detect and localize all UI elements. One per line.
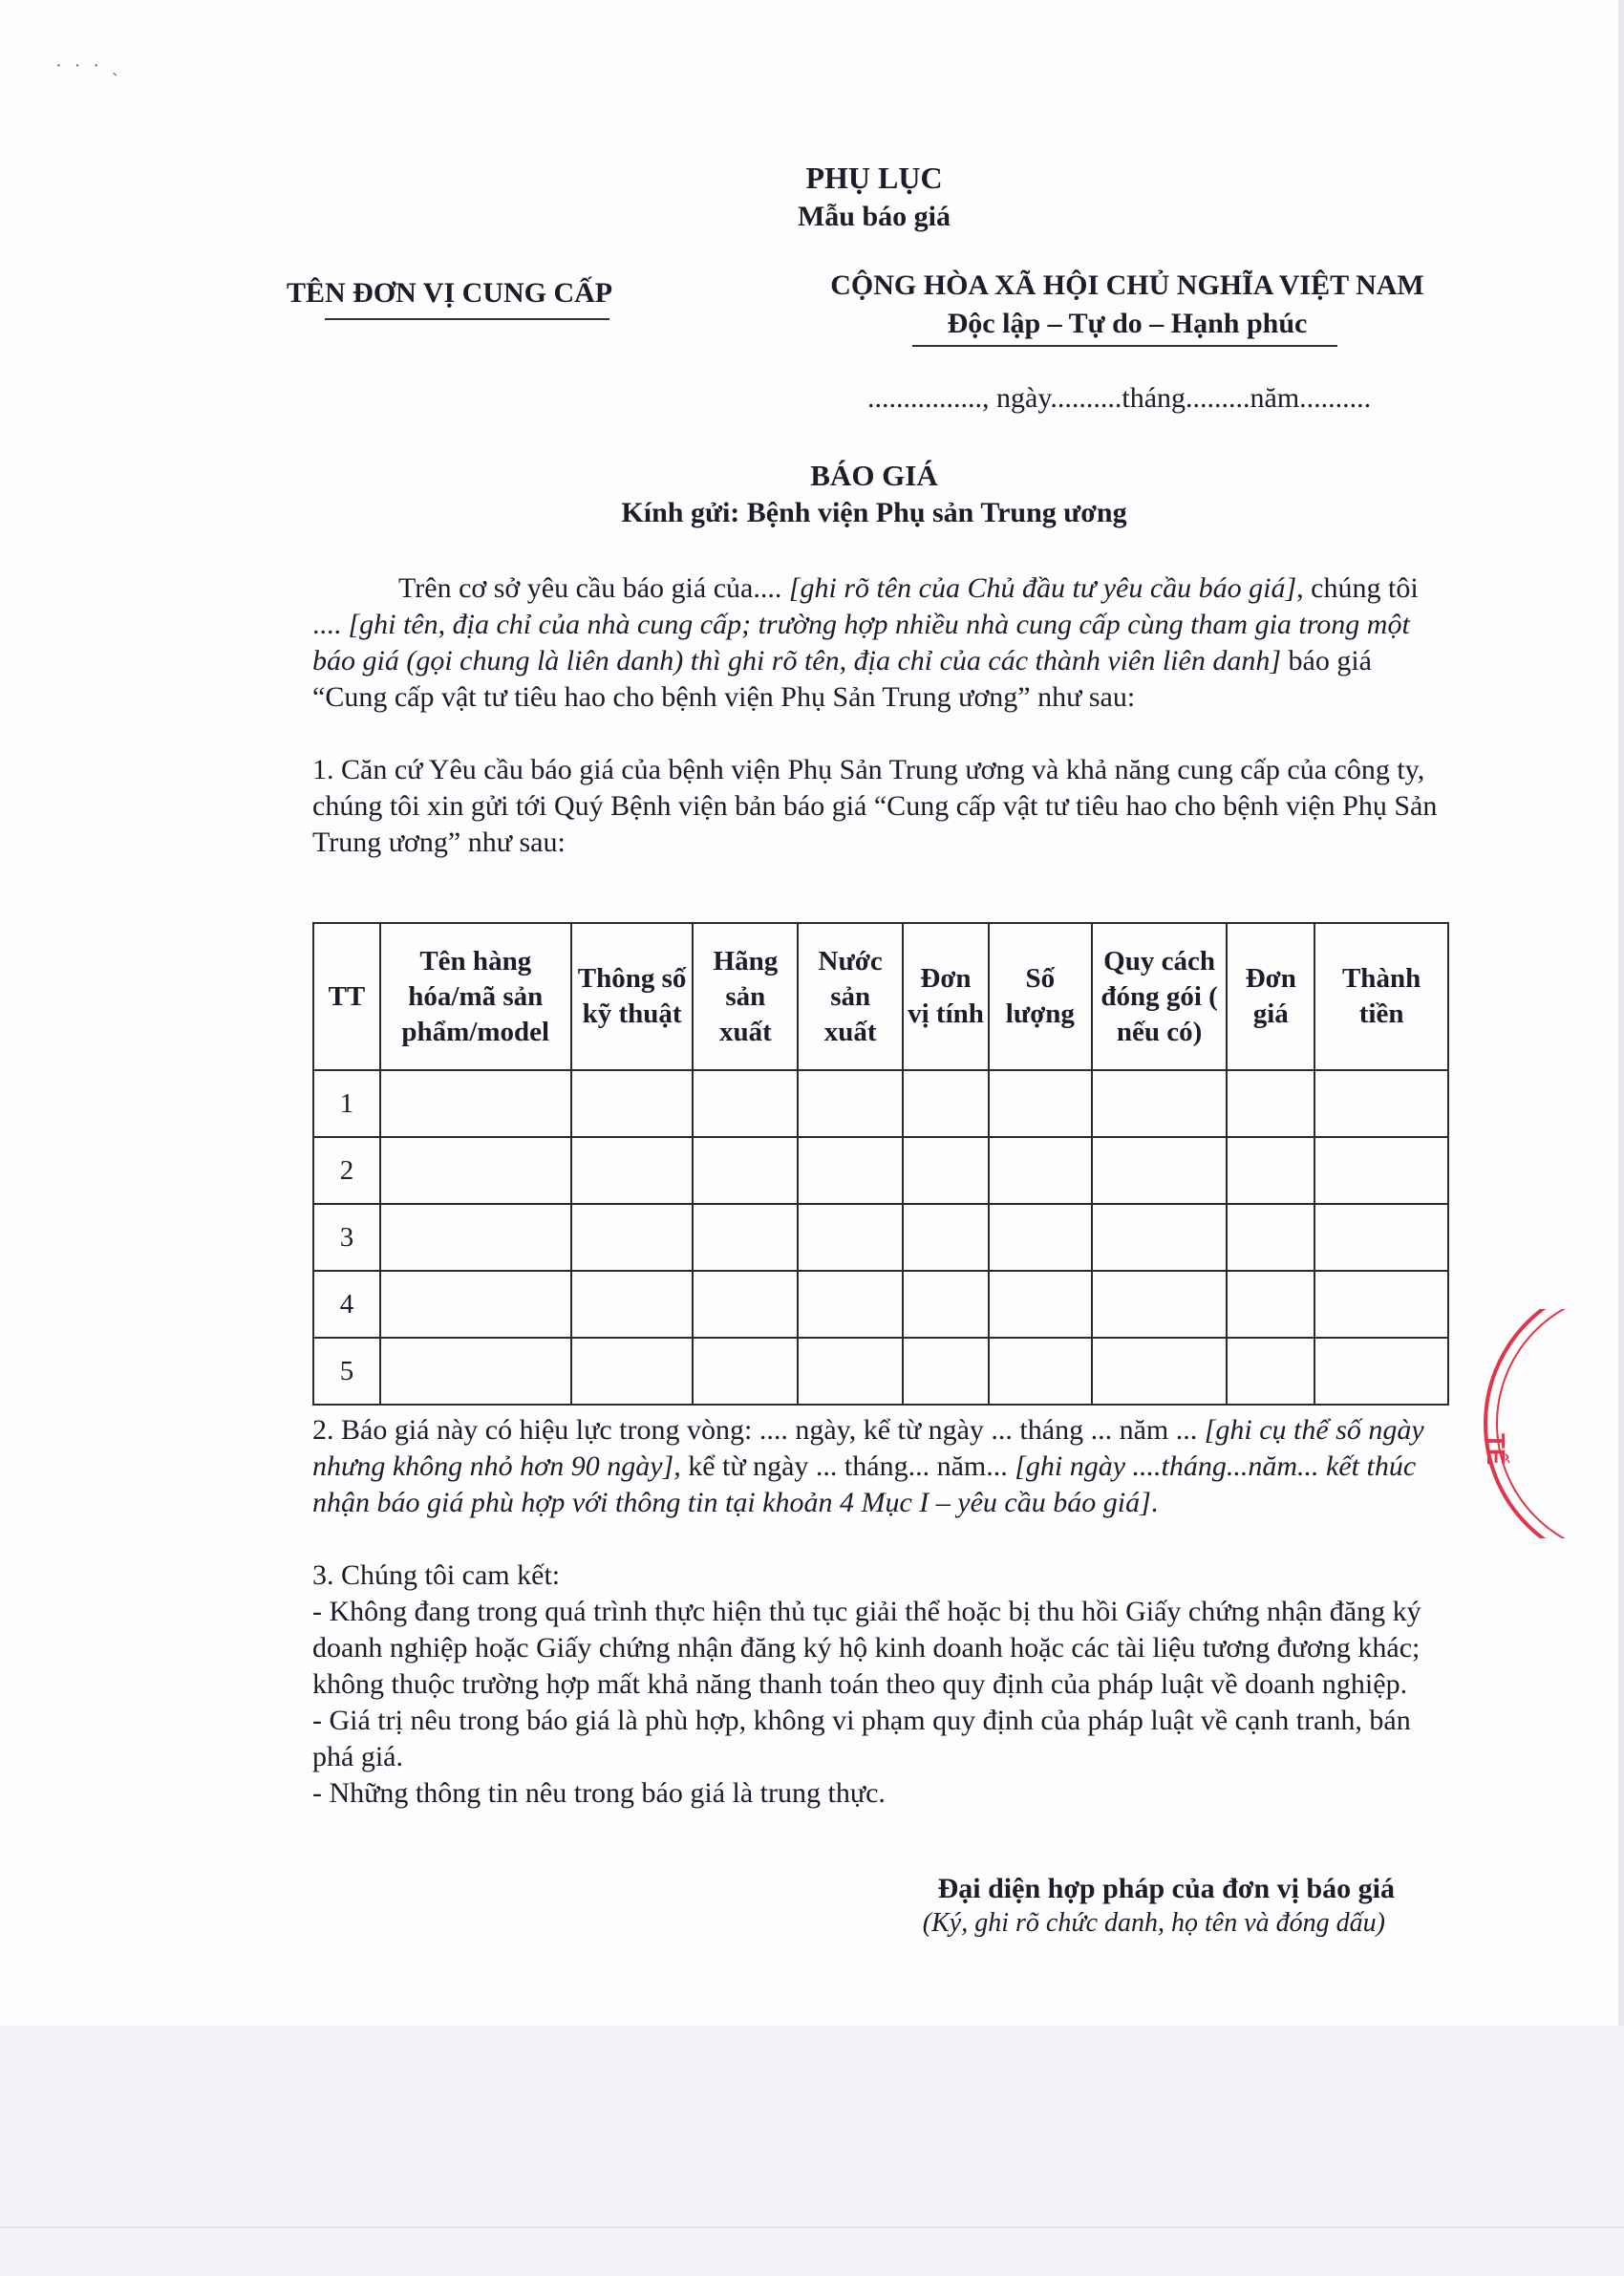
intro-we: chúng tôi .... xyxy=(312,572,1419,640)
validity-note-days: [ghi cụ thể số ngày nhưng không nhỏ hơn 90 ngày] xyxy=(312,1414,1424,1482)
row-number: 3 xyxy=(313,1204,380,1271)
document-title: PHỤ LỤC xyxy=(805,161,943,195)
table-row xyxy=(313,1204,1448,1271)
table-cell xyxy=(903,1137,989,1204)
table-cell xyxy=(693,1137,798,1204)
table-cell xyxy=(903,1271,989,1338)
table-cell xyxy=(380,1137,571,1204)
table-cell xyxy=(989,1204,1092,1271)
col-header-unit: Đơn vị tính xyxy=(903,923,989,1070)
table-cell xyxy=(693,1070,798,1137)
intro-paragraph xyxy=(312,570,1449,716)
table-row xyxy=(313,1271,1448,1338)
validity-end: . xyxy=(1150,1487,1159,1518)
col-header-packaging: Quy cách đóng gói ( nếu có) xyxy=(1092,923,1228,1070)
item-1-paragraph: 1. Căn cứ Yêu cầu báo giá của bệnh viện Phụ Sản Trung ương và khả năng cung cấp của công ty, chúng tôi xin gửi tới Quý Bệnh viện bản báo giá “Cung cấp vật tư tiêu hao cho bệnh viện Phụ Sản Trung ương” như sau: xyxy=(312,754,1438,858)
table-cell xyxy=(571,1204,694,1271)
table-cell xyxy=(798,1338,903,1405)
quote-table xyxy=(312,922,1449,1406)
table-cell xyxy=(1092,1070,1228,1137)
nation-heading: CỘNG HÒA XÃ HỘI CHỦ NGHĨA VIỆT NAM xyxy=(830,269,1424,301)
row-number: 2 xyxy=(313,1137,380,1204)
table-cell xyxy=(1314,1338,1448,1405)
table-cell xyxy=(1227,1338,1314,1405)
date-line: ................, ngày..........tháng.........năm.......... xyxy=(867,382,1372,414)
row-number: 1 xyxy=(313,1070,380,1137)
table-cell xyxy=(380,1271,571,1338)
table-cell xyxy=(1092,1137,1228,1204)
col-header-product: Tên hàng hóa/mã sản phẩm/model xyxy=(380,923,571,1070)
table-cell xyxy=(380,1070,571,1137)
table-cell xyxy=(798,1137,903,1204)
table-cell xyxy=(571,1137,694,1204)
table-cell xyxy=(1314,1204,1448,1271)
table-cell xyxy=(693,1204,798,1271)
table-cell xyxy=(798,1271,903,1338)
table-cell xyxy=(1227,1204,1314,1271)
table-cell xyxy=(1314,1070,1448,1137)
table-cell xyxy=(903,1070,989,1137)
col-header-total: Thành tiền xyxy=(1314,923,1448,1070)
commitments-section xyxy=(312,1557,1449,1812)
red-stamp-icon xyxy=(1452,1309,1624,1538)
table-cell xyxy=(693,1338,798,1405)
quote-recipient: Kính gửi: Bệnh viện Phụ sản Trung ương xyxy=(621,497,1127,528)
validity-note-date: [ghi ngày ....tháng...năm... kết thúc nhận báo giá phù hợp với thông tin tại khoản 4 Mục I – yêu cầu báo giá] xyxy=(312,1450,1417,1518)
table-cell xyxy=(571,1338,694,1405)
row-number: 4 xyxy=(313,1271,380,1338)
scan-edge xyxy=(1618,0,1624,2276)
validity-mid: , kể từ ngày ... tháng... năm... xyxy=(673,1450,1015,1482)
table-cell xyxy=(1092,1271,1228,1338)
col-header-origin: Nước sản xuất xyxy=(798,923,903,1070)
table-cell xyxy=(1227,1137,1314,1204)
intro-tail: báo giá “Cung cấp vật tư tiêu hao cho bệnh viện Phụ Sản Trung ương” như sau: xyxy=(312,645,1372,713)
validity-lead: 2. Báo giá này có hiệu lực trong vòng: .... ngày, kể từ ngày ... tháng ... năm ... xyxy=(312,1414,1205,1446)
table-row xyxy=(313,1137,1448,1204)
motto-underline xyxy=(912,345,1337,347)
table-cell xyxy=(798,1070,903,1137)
col-header-tt: TT xyxy=(313,923,380,1070)
table-cell xyxy=(798,1204,903,1271)
intro-comma: , xyxy=(1296,572,1304,604)
supplier-underline xyxy=(325,318,609,320)
table-cell xyxy=(1314,1271,1448,1338)
scan-shade xyxy=(0,2026,1624,2276)
intro-lead: Trên cơ sở yêu cầu báo giá của.... xyxy=(398,572,782,604)
national-motto: Độc lập – Tự do – Hạnh phúc xyxy=(947,308,1308,339)
table-cell xyxy=(1314,1137,1448,1204)
table-cell xyxy=(989,1070,1092,1137)
commitment-item: - Những thông tin nêu trong báo giá là trung thực. xyxy=(312,1777,886,1809)
row-number: 5 xyxy=(313,1338,380,1405)
document-subtitle: Mẫu báo giá xyxy=(797,201,951,232)
table-row xyxy=(313,1338,1448,1405)
signer-title: Đại diện hợp pháp của đơn vị báo giá xyxy=(937,1873,1395,1904)
stamp-text: TẾ xyxy=(1482,1433,1510,1466)
intro-text xyxy=(312,570,1449,716)
table-cell xyxy=(989,1338,1092,1405)
col-header-manufacturer: Hãng sản xuất xyxy=(693,923,798,1070)
commitment-item: - Giá trị nêu trong báo giá là phù hợp, không vi phạm quy định của pháp luật về cạnh tranh, bán phá giá. xyxy=(312,1705,1411,1772)
table-cell xyxy=(380,1204,571,1271)
table-cell xyxy=(989,1271,1092,1338)
scan-line xyxy=(0,2226,1624,2228)
stamp-outer-ring xyxy=(1485,1309,1624,1538)
table-cell xyxy=(903,1338,989,1405)
col-header-quantity: Số lượng xyxy=(989,923,1092,1070)
table-header-row xyxy=(313,923,1448,1070)
table-cell xyxy=(1092,1204,1228,1271)
stamp-inner-ring xyxy=(1497,1309,1624,1538)
table-cell xyxy=(380,1338,571,1405)
validity-paragraph xyxy=(312,1412,1449,1521)
col-header-specs: Thông số kỹ thuật xyxy=(571,923,694,1070)
table-cell xyxy=(903,1204,989,1271)
table-cell xyxy=(571,1271,694,1338)
supplier-label: TÊN ĐƠN VỊ CUNG CẤP xyxy=(287,277,613,309)
table-cell xyxy=(693,1271,798,1338)
signer-note: (Ký, ghi rõ chức danh, họ tên và đóng dấu) xyxy=(922,1908,1385,1938)
table-cell xyxy=(989,1137,1092,1204)
table-cell xyxy=(1227,1271,1314,1338)
commitment-item: - Không đang trong quá trình thực hiện thủ tục giải thể hoặc bị thu hồi Giấy chứng nhận đăng ký doanh nghiệp hoặc Giấy chứng nhận đăng ký hộ kinh doanh hoặc các tài liệu tương đương khác; không thuộc trường hợp mất khả năng thanh toán theo quy định của pháp luật về doanh nghiệp. xyxy=(312,1596,1421,1700)
scan-mark: · · · ˎ xyxy=(55,55,122,76)
table-cell xyxy=(1092,1338,1228,1405)
intro-note-supplier: [ghi tên, địa chỉ của nhà cung cấp; trường hợp nhiều nhà cung cấp cùng tham gia trong một báo giá (gọi chung là liên danh) thì ghi rõ tên, địa chỉ của các thành viên liên danh] xyxy=(312,609,1410,676)
table-cell xyxy=(1227,1070,1314,1137)
quote-title: BÁO GIÁ xyxy=(810,459,938,492)
table-row xyxy=(313,1070,1448,1137)
table-cell xyxy=(571,1070,694,1137)
col-header-unit-price: Đơn giá xyxy=(1227,923,1314,1070)
intro-note-investor: [ghi rõ tên của Chủ đầu tư yêu cầu báo giá] xyxy=(788,572,1297,604)
commitments-heading: 3. Chúng tôi cam kết: xyxy=(312,1559,561,1591)
